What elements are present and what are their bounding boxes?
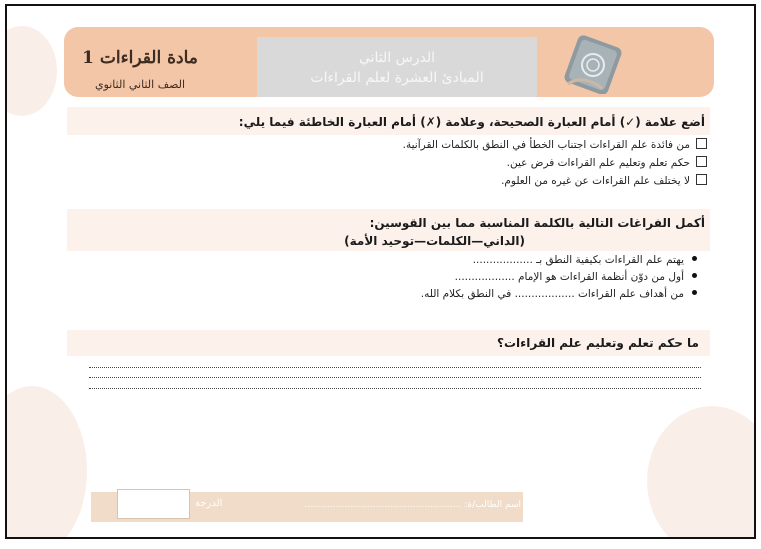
word-choices: (الداني—الكلمات—توحيد الأمة) (344, 234, 525, 248)
subject-title: مادة القراءات 1 (82, 48, 198, 68)
grade-box[interactable] (117, 489, 190, 519)
checkbox-icon[interactable] (696, 138, 707, 149)
question-3-title: ما حكم تعلم وتعليم علم القراءات؟ (496, 336, 699, 350)
lesson-number: الدرس الثاني (358, 50, 435, 66)
bullet-icon (692, 273, 697, 278)
bullet-icon (692, 256, 697, 261)
fill-blank-item[interactable]: أول من دوّن أنظمة القراءات هو الإمام .................. (207, 271, 697, 283)
lesson-title-box (257, 37, 537, 97)
student-name-field[interactable]: اسم الطالب/ة: ....................................................... (304, 500, 521, 510)
bullet-icon (692, 290, 697, 295)
lesson-title: المبادئ العشرة لعلم القراءات (310, 70, 484, 86)
worksheet-page (5, 4, 756, 539)
true-false-item[interactable]: من فائدة علم القراءات اجتناب الخطأ في النطق بالكلمات القرآنية. (147, 138, 707, 151)
answer-line[interactable] (89, 367, 701, 368)
answer-line[interactable] (89, 377, 701, 378)
background-leaf-decoration (647, 406, 756, 539)
question-1-title: أضع علامة (✓) أمام العبارة الصحيحة، وعلامة (✗) أمام العبارة الخاطئة فيما يلي: (238, 115, 705, 129)
true-false-item[interactable]: حكم تعلم وتعليم علم القراءات فرض عين. (147, 156, 707, 169)
background-leaf-decoration (5, 26, 57, 116)
question-2-title: أكمل الفراغات التالية بالكلمة المناسبة مما بين القوسين: (369, 216, 705, 230)
fill-blank-item[interactable]: يهتم علم القراءات بكيفية النطق بـ .................. (207, 254, 697, 266)
background-leaf-decoration (5, 386, 87, 539)
checkbox-icon[interactable] (696, 156, 707, 167)
answer-line[interactable] (89, 388, 701, 389)
fill-blank-item[interactable]: من أهداف علم القراءات .................. في النطق بكلام الله. (207, 288, 697, 300)
grade-level: الصف الثاني الثانوي (94, 78, 186, 91)
true-false-item[interactable]: لا يختلف علم القراءات عن غيره من العلوم. (147, 174, 707, 187)
checkbox-icon[interactable] (696, 174, 707, 185)
quran-book-icon (562, 34, 628, 94)
grade-label: الدرجة (195, 498, 223, 509)
